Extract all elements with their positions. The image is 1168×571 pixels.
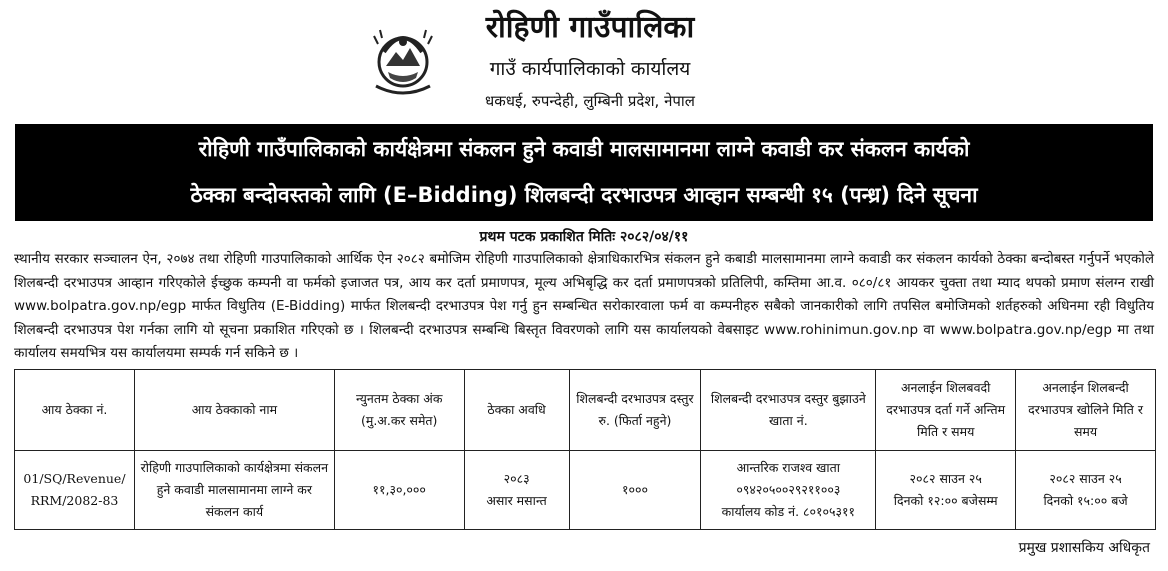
cell-contract-no: 01/SQ/Revenue/ RRM/2082-83 bbox=[15, 451, 135, 530]
office-name: गाउँ कार्यपालिकाको कार्यालय bbox=[489, 58, 691, 80]
notice-title-line-1: रोहिणी गाउँपालिकाको कार्यक्षेत्रमा संकलन हुने कवाडी मालसामानमा लाग्ने कवाडी कर संकलन कार्यको bbox=[198, 137, 970, 161]
notice-title-line-2: ठेक्का बन्दोवस्तको लागि (E–Bidding) शिलबन्दी दरभाउपत्र आव्हान सम्बन्धी १५ (पन्ध्र) दिने सूचना bbox=[190, 183, 978, 207]
table-header-row bbox=[15, 370, 1156, 451]
cell-period bbox=[464, 451, 569, 530]
notice-title-banner bbox=[15, 124, 1153, 221]
tender-table bbox=[14, 369, 1156, 530]
nepal-emblem-icon bbox=[368, 22, 438, 98]
header-min-amount: न्युनतम ठेक्का अंक (मु.अ.कर समेत) bbox=[334, 370, 464, 451]
header-account: शिलबन्दी दरभाउपत्र दस्तुर बुझाउने खाता नं. bbox=[701, 370, 876, 451]
header-period: ठेक्का अवधि bbox=[464, 370, 569, 451]
account-line-3: कार्यालय कोड नं. ८०१०५३११ bbox=[721, 504, 856, 519]
notice-body: स्थानीय सरकार सञ्चालन ऐन, २०७४ तथा रोहिणी गाउपालिकाको आर्थिक ऐन २०८२ बमोजिम रोहिणी गाउपालिकाको क्षेत्राधिकारभित्र संकलन हुने कबाडी मालसामानमा लाग्ने कवाडी कर संकलन कार्यको ठेक्का बन्दोबस्त गर्नुपर्ने भएकोले शिलबन्दी दरभाउपत्र आव्हान गरिएकोले ईच्छुक कम्पनी वा फर्मको इजाजत पत्र, आय कर दर्ता प्रमाणपत्र, मूल्य अभिबृद्धि कर दर्ता प्रमाणपत्रको प्रतिलिपी, कम्तिमा आ.व. ०८०/८१ आयकर चुक्ता तथा म्याद थपको प्रमाण संलग्न राखी www.bolpatra.gov.np/egp मार्फत विधुतिय (E-Bidding) मार्फत शिलबन्दी दरभाउपत्र पेश गर्नु हुन सम्बन्धित सरोकारवाला फर्म वा कम्पनीहरु सबैको जानकारीको लागि तपसिल बमोजिमको शर्तहरुको अधिनमा रही विधुतिय शिलबन्दी दरभाउपत्र पेश गर्नका लागि यो सूचना प्रकाशित गरिएको छ । शिलबन्दी दरभाउपत्र सम्बन्धि बिस्तृत विवरणको लागि यस कार्यालयको वेबसाइट www.rohinimun.gov.np वा www.bolpatra.gov.np/egp मा तथा कार्यालय समयभित्र यस कार्यालयमा सम्पर्क गर्न सकिने छ । bbox=[14, 251, 1154, 361]
cell-account bbox=[701, 451, 876, 530]
opening-date: २०८२ साउन २५ bbox=[1049, 471, 1122, 486]
office-address: धकधई, रुपन्देही, लुम्बिनी प्रदेश, नेपाल bbox=[485, 92, 695, 110]
publication-date: प्रथम पटक प्रकाशित मितिः २०८२/०४/११ bbox=[479, 229, 689, 245]
letterhead bbox=[0, 0, 1168, 118]
header-deadline: अनलाईन शिलबवदी दरभाउपत्र दर्ता गर्ने अन्तिम मिति र समय bbox=[876, 370, 1016, 451]
period-year: २०८३ bbox=[503, 471, 530, 486]
header-contract-name: आय ठेक्काको नाम bbox=[134, 370, 334, 451]
cell-contract-name: रोहिणी गाउपालिकाको कार्यक्षेत्रमा संकलन हुने कवाडी मालसामानमा लाग्ने कर संकलन कार्य bbox=[134, 451, 334, 530]
deadline-date: २०८२ साउन २५ bbox=[909, 471, 982, 486]
opening-time: दिनको १५:०० बजे bbox=[1043, 493, 1128, 508]
table-row bbox=[15, 451, 1156, 530]
cell-min-amount: ११,३०,००० bbox=[334, 451, 464, 530]
cell-opening bbox=[1016, 451, 1156, 530]
header-contract-no: आय ठेक्का नं. bbox=[15, 370, 135, 451]
organization-name: रोहिणी गाउँपालिका bbox=[485, 10, 695, 45]
signatory: प्रमुख प्रशासकिय अधिकृत bbox=[1018, 540, 1150, 556]
account-line-2: ०९४२०५००२९२११००३ bbox=[736, 482, 841, 497]
cell-fee: १००० bbox=[569, 451, 701, 530]
account-line-1: आन्तरिक राजश्व खाता bbox=[736, 460, 840, 475]
header-opening: अनलाईन शिलबन्दी दरभाउपत्र खोलिने मिति र समय bbox=[1016, 370, 1156, 451]
cell-deadline bbox=[876, 451, 1016, 530]
period-month: असार मसान्त bbox=[486, 493, 547, 508]
deadline-time: दिनको १२:०० बजेसम्म bbox=[893, 493, 998, 508]
header-fee: शिलबन्दी दरभाउपत्र दस्तुर रु. (फिर्ता नहुने) bbox=[569, 370, 701, 451]
